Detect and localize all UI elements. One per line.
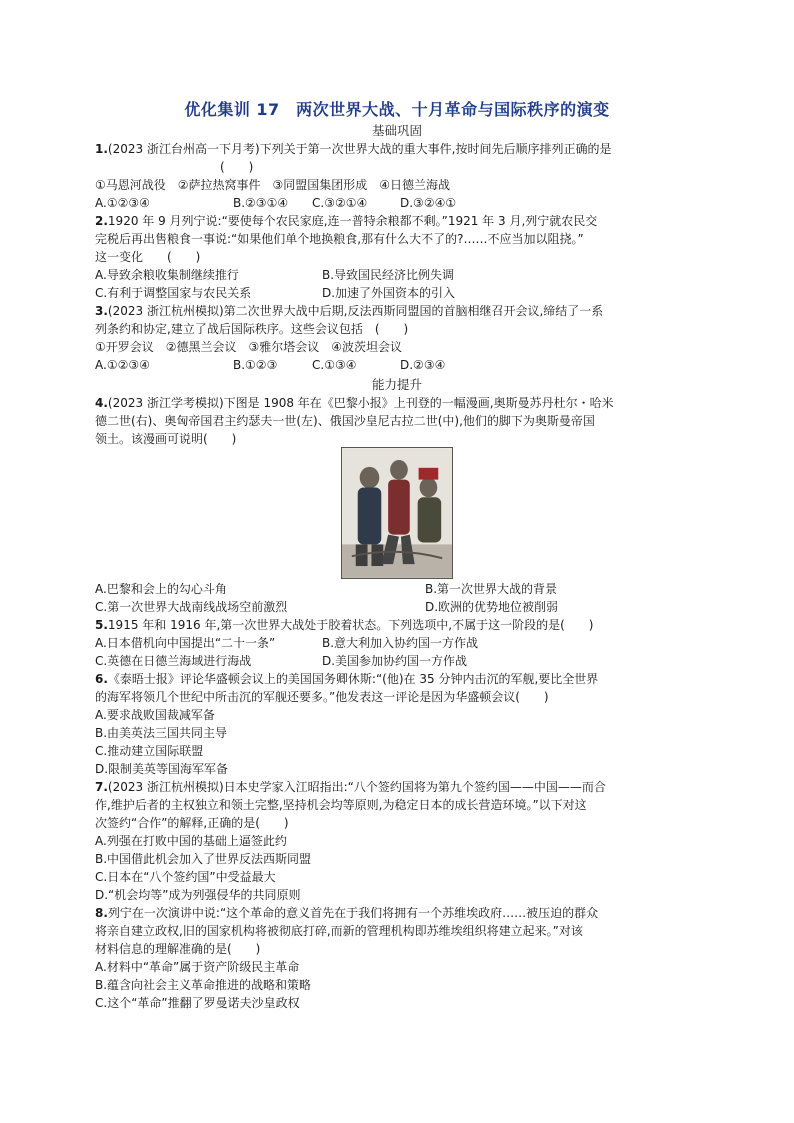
question-number: 8. [95, 906, 108, 920]
option-c: C.有利于调整国家与农民关系 [95, 286, 252, 300]
question-1-options [95, 194, 705, 212]
option-d: D.欧洲的优势地位被削弱 [425, 600, 559, 614]
question-3-items: ①开罗会议 ②德黑兰会议 ③雅尔塔会议 ④波茨坦会议 [95, 340, 403, 354]
option-b: B.①②③ [233, 358, 278, 372]
cartoon-image [341, 447, 453, 579]
question-4-options-row1 [95, 580, 705, 598]
option-d: D.“机会均等”成为列强侵华的共同原则 [95, 888, 301, 902]
question-1-items: ①马恩河战役 ②萨拉热窝事件 ③同盟国集团形成 ④日德兰海战 [95, 178, 451, 192]
option-b: B.意大利加入协约国一方作战 [322, 636, 479, 650]
question-8-stem: 8.列宁在一次演讲中说:“这个革命的意义首先在于我们将拥有一个苏维埃政府……被压迫的群众 [95, 906, 599, 920]
section-heading-advanced: 能力提升 [371, 377, 422, 392]
option-a: A.①②③④ [95, 196, 150, 210]
question-3-stem: 3.(2023 浙江杭州模拟)第二次世界大战中后期,反法西斯同盟国的首脑相继召开会议,缔结了一系 [95, 304, 604, 318]
question-6-stem: 6.《泰晤士报》评论华盛顿会议上的美国国务卿休斯:“(他)在 35 分钟内击沉的军舰,要比全世界 [95, 672, 599, 686]
option-c: C.①③④ [312, 358, 357, 372]
option-a: A.巴黎和会上的勾心斗角 [95, 582, 227, 596]
option-b: B.由美英法三国共同主导 [95, 726, 228, 740]
question-number: 1. [95, 142, 108, 156]
question-8-stem-line3: 材料信息的理解准确的是( ) [95, 942, 261, 956]
section-heading-basic: 基础巩固 [371, 123, 422, 138]
option-c: C.日本在“八个签约国”中受益最大 [95, 870, 276, 884]
question-number: 5. [95, 618, 108, 632]
question-2-stem-line3: 这一变化 ( ) [95, 250, 201, 264]
question-7-stem: 7.(2023 浙江杭州模拟)日本史学家入江昭指出:“八个签约国将为第九个签约国——中国——而合 [95, 780, 606, 794]
question-4-stem-line3: 领土。该漫画可说明( ) [95, 432, 237, 446]
question-3-stem-line2: 列条约和协定,建立了战后国际秩序。这些会议包括 ( ) [95, 322, 409, 336]
question-2-stem-line2: 完税后再出售粮食一事说:“如果他们单个地换粮食,那有什么大不了的?……不应当加以阻挠。” [95, 232, 584, 246]
option-c: C.③②①④ [312, 196, 368, 210]
option-c: C.英德在日德兰海域进行海战 [95, 654, 252, 668]
question-number: 7. [95, 780, 108, 794]
question-2-options-row1 [95, 266, 705, 284]
question-6-stem-line2: 的海军将领几个世纪中所击沉的军舰还要多。”他发表这一评论是因为华盛顿会议( ) [95, 690, 549, 704]
question-number: 6. [95, 672, 108, 686]
option-d: D.加速了外国资本的引入 [322, 286, 456, 300]
question-2-stem: 2.1920 年 9 月列宁说:“要使每个农民家庭,连一普特余粮都不剩。”1921 年 3 月,列宁就农民交 [95, 214, 598, 228]
question-1-bracket: ( ) [220, 160, 254, 174]
question-number: 3. [95, 304, 108, 318]
option-a: A.列强在打败中国的基础上逼签此约 [95, 834, 287, 848]
option-c: C.第一次世界大战南线战场空前激烈 [95, 600, 288, 614]
option-a: A.①②③④ [95, 358, 150, 372]
question-number: 4. [95, 396, 108, 410]
option-c: C.推动建立国际联盟 [95, 744, 204, 758]
question-8-stem-line2: 将亲自建立政权,旧的国家机构将被彻底打碎,而新的管理机构即苏维埃组织将建立起来。”对该 [95, 924, 583, 938]
question-number: 2. [95, 214, 108, 228]
question-2-options-row2 [95, 284, 705, 302]
question-5-options-row1 [95, 634, 705, 652]
question-4-options-row2 [95, 598, 705, 616]
option-d: D.美国参加协约国一方作战 [322, 654, 468, 668]
question-4-stem: 4.(2023 浙江学考模拟)下图是 1908 年在《巴黎小报》上刊登的一幅漫画,奥斯曼苏丹杜尔・哈米 [95, 396, 614, 410]
option-c: C.这个“革命”推翻了罗曼诺夫沙皇政权 [95, 996, 300, 1010]
question-3-options [95, 356, 705, 374]
question-5-stem: 5.1915 年和 1916 年,第一次世界大战处于胶着状态。下列选项中,不属于这一阶段的是( ) [95, 618, 594, 632]
question-7-stem-line2: 作,维护后者的主权独立和领土完整,坚持机会均等原则,为稳定日本的成长营造环境。”以下对这 [95, 798, 587, 812]
option-b: B.第一次世界大战的背景 [425, 582, 558, 596]
option-b: B.蕴含向社会主义革命推进的战略和策略 [95, 978, 312, 992]
question-1-stem: 1.(2023 浙江台州高一下月考)下列关于第一次世界大战的重大事件,按时间先后顺序排列正确的是 [95, 142, 612, 156]
option-a: A.材料中“革命”属于资产阶级民主革命 [95, 960, 300, 974]
question-4-stem-line2: 德二世(右)、奥匈帝国君主约瑟夫一世(左)、俄国沙皇尼古拉二世(中),他们的脚下为奥斯曼帝国 [95, 414, 595, 428]
option-a: A.日本借机向中国提出“二十一条” [95, 636, 276, 650]
option-b: B.中国借此机会加入了世界反法西斯同盟 [95, 852, 312, 866]
option-d: D.③②④① [400, 196, 457, 210]
option-d: D.②③④ [400, 358, 446, 372]
option-b: B.导致国民经济比例失调 [322, 268, 455, 282]
question-7-stem-line3: 次签约“合作”的解释,正确的是( ) [95, 816, 289, 830]
page-title: 优化集训 17 两次世界大战、十月革命与国际秩序的演变 [184, 100, 610, 119]
option-a: A.要求战败国裁减军备 [95, 708, 215, 722]
option-d: D.限制美英等国海军军备 [95, 762, 229, 776]
question-5-options-row2 [95, 652, 705, 670]
option-b: B.②③①④ [233, 196, 289, 210]
option-a: A.导致余粮收集制继续推行 [95, 268, 239, 282]
